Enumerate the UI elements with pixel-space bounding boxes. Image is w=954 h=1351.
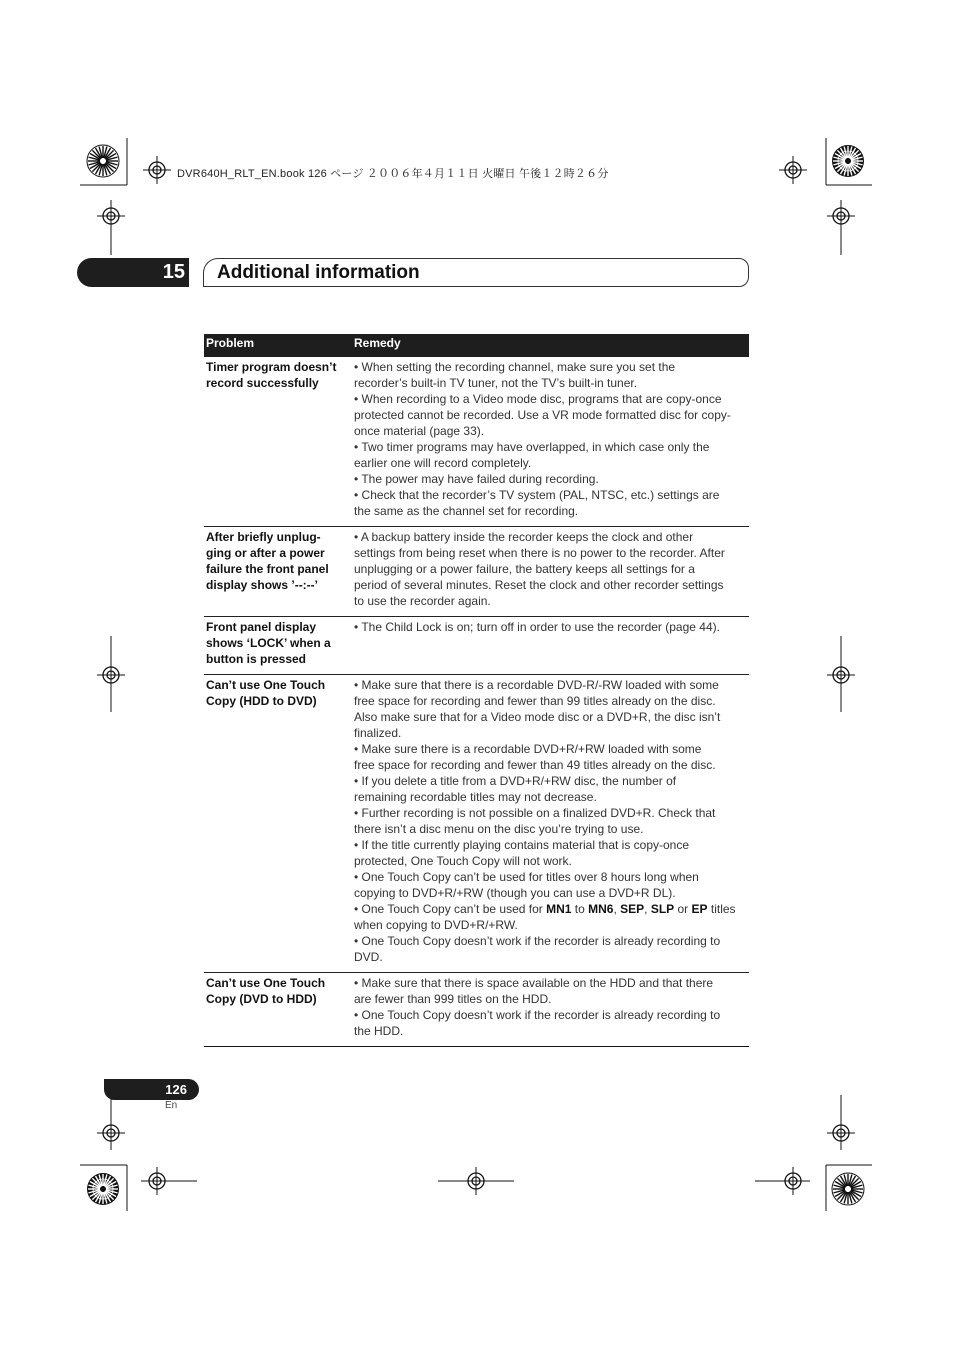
problem-line: ging or after a power (206, 546, 325, 560)
remedy-line: free space for recording and fewer than 99 titles already on the disc. (354, 694, 716, 708)
remedy-line: • If you delete a title from a DVD+R/+RW disc, the number of (354, 774, 677, 788)
remedy-line: period of several minutes. Reset the clock and other recorder settings (354, 578, 724, 592)
remedy-line: the HDD. (354, 1024, 404, 1038)
table-header (204, 334, 749, 357)
remedy-cell (354, 619, 748, 635)
problem-line: Can’t use One Touch (206, 678, 326, 692)
problem-cell (206, 359, 348, 391)
remedy-line: • A backup battery inside the recorder keeps the clock and other (354, 530, 694, 544)
remedy-line: • If the title currently playing contains material that is copy-once (354, 838, 690, 852)
chapter-title: Additional information (217, 262, 420, 283)
problem-cell (206, 529, 348, 593)
remedy-cell (354, 677, 748, 965)
problem-line: Front panel display (206, 620, 317, 634)
mode-mn1: MN1 (546, 902, 572, 916)
remedy-line: are fewer than 999 titles on the HDD. (354, 992, 552, 1006)
column-header-problem: Problem (206, 336, 255, 350)
remedy-line: to use the recorder again. (354, 594, 491, 608)
remedy-line: • The power may have failed during recording. (354, 472, 599, 486)
problem-line: Timer program doesn’t (206, 360, 337, 374)
text-fragment: to (571, 902, 589, 916)
remedy-line: protected, One Touch Copy will not work. (354, 854, 572, 868)
mode-mn6: MN6 (588, 902, 614, 916)
problem-line: display shows ’--:--’ (206, 578, 319, 592)
page-number: 126 (165, 1082, 187, 1097)
remedy-line: remaining recordable titles may not decrease. (354, 790, 597, 804)
remedy-line: • One Touch Copy doesn’t work if the recorder is already recording to (354, 934, 721, 948)
remedy-cell (354, 529, 748, 609)
problem-line: shows ‘LOCK’ when a (206, 636, 331, 650)
problem-cell (206, 975, 348, 1007)
table-row (204, 358, 749, 527)
table-row (204, 527, 749, 617)
problem-line: button is pressed (206, 652, 307, 666)
remedy-line: DVD. (354, 950, 383, 964)
text-fragment: , (644, 902, 651, 916)
problem-line: After briefly unplug- (206, 530, 321, 544)
remedy-line: when copying to DVD+R/+RW. (354, 918, 518, 932)
language-code: En (165, 1100, 178, 1111)
text-fragment: • One Touch Copy can’t be used for (354, 902, 547, 916)
remedy-line: Also make sure that for a Video mode disc or a DVD+R, the disc isn’t (354, 710, 721, 724)
remedy-line: • Make sure there is a recordable DVD+R/+RW loaded with some (354, 742, 702, 756)
remedy-line: protected cannot be recorded. Use a VR mode formatted disc for copy- (354, 408, 731, 422)
text-fragment: or (674, 902, 692, 916)
remedy-line: there isn’t a disc menu on the disc you’re trying to use. (354, 822, 644, 836)
text-fragment: , (613, 902, 621, 916)
table-row (204, 675, 749, 973)
chapter-number-badge (77, 258, 189, 287)
problem-line: failure the front panel (206, 562, 329, 576)
page-number-badge (104, 1079, 199, 1100)
remedy-line: • Check that the recorder’s TV system (PAL, NTSC, etc.) settings are (354, 488, 720, 502)
remedy-line: • Make sure that there is a recordable DVD-R/-RW loaded with some (354, 678, 719, 692)
remedy-line: free space for recording and fewer than 49 titles already on the disc. (354, 758, 716, 772)
table-row (204, 973, 749, 1047)
column-header-remedy: Remedy (354, 336, 401, 350)
problem-line: Copy (DVD to HDD) (206, 992, 317, 1006)
remedy-cell (354, 359, 748, 519)
problem-line: Can’t use One Touch (206, 976, 326, 990)
problem-line: Copy (HDD to DVD) (206, 694, 317, 708)
problem-cell (206, 619, 348, 667)
print-header: DVR640H_RLT_EN.book 126 ページ ２００６年４月１１日 火曜日 午後１２時２６分 (177, 168, 609, 180)
remedy-line: • Two timer programs may have overlapped, in which case only the (354, 440, 710, 454)
chapter-number: 15 (162, 261, 185, 283)
remedy-line: • When setting the recording channel, make sure you set the (354, 360, 676, 374)
remedy-line: • Further recording is not possible on a finalized DVD+R. Check that (354, 806, 716, 820)
problem-line: record successfully (206, 376, 319, 390)
remedy-line: • When recording to a Video mode disc, programs that are copy-once (354, 392, 722, 406)
remedy-line: settings from being reset when there is no power to the recorder. After (354, 546, 725, 560)
remedy-line: • One Touch Copy doesn’t work if the recorder is already recording to (354, 1008, 721, 1022)
remedy-cell (354, 975, 748, 1039)
remedy-line: • The Child Lock is on; turn off in order to use the recorder (page 44). (354, 620, 720, 634)
remedy-line: earlier one will record completely. (354, 456, 532, 470)
remedy-line: the same as the channel set for recording. (354, 504, 579, 518)
mode-slp: SLP (650, 902, 675, 916)
remedy-line: unplugging or a power failure, the battery keeps all settings for a (354, 562, 695, 576)
remedy-line: • One Touch Copy can’t be used for titles over 8 hours long when (354, 870, 699, 884)
remedy-line: • Make sure that there is space available on the HDD and that there (354, 976, 714, 990)
text-fragment: titles (707, 902, 736, 916)
mode-sep: SEP (620, 902, 645, 916)
problem-cell (206, 677, 348, 709)
remedy-line-recording-modes (354, 901, 748, 917)
remedy-line: copying to DVD+R/+RW (though you can use a DVD+R DL). (354, 886, 676, 900)
remedy-line: once material (page 33). (354, 424, 485, 438)
table-row (204, 617, 749, 675)
remedy-line: finalized. (354, 726, 402, 740)
remedy-line: recorder’s built-in TV tuner, not the TV’s built-in tuner. (354, 376, 638, 390)
mode-ep: EP (691, 902, 708, 916)
